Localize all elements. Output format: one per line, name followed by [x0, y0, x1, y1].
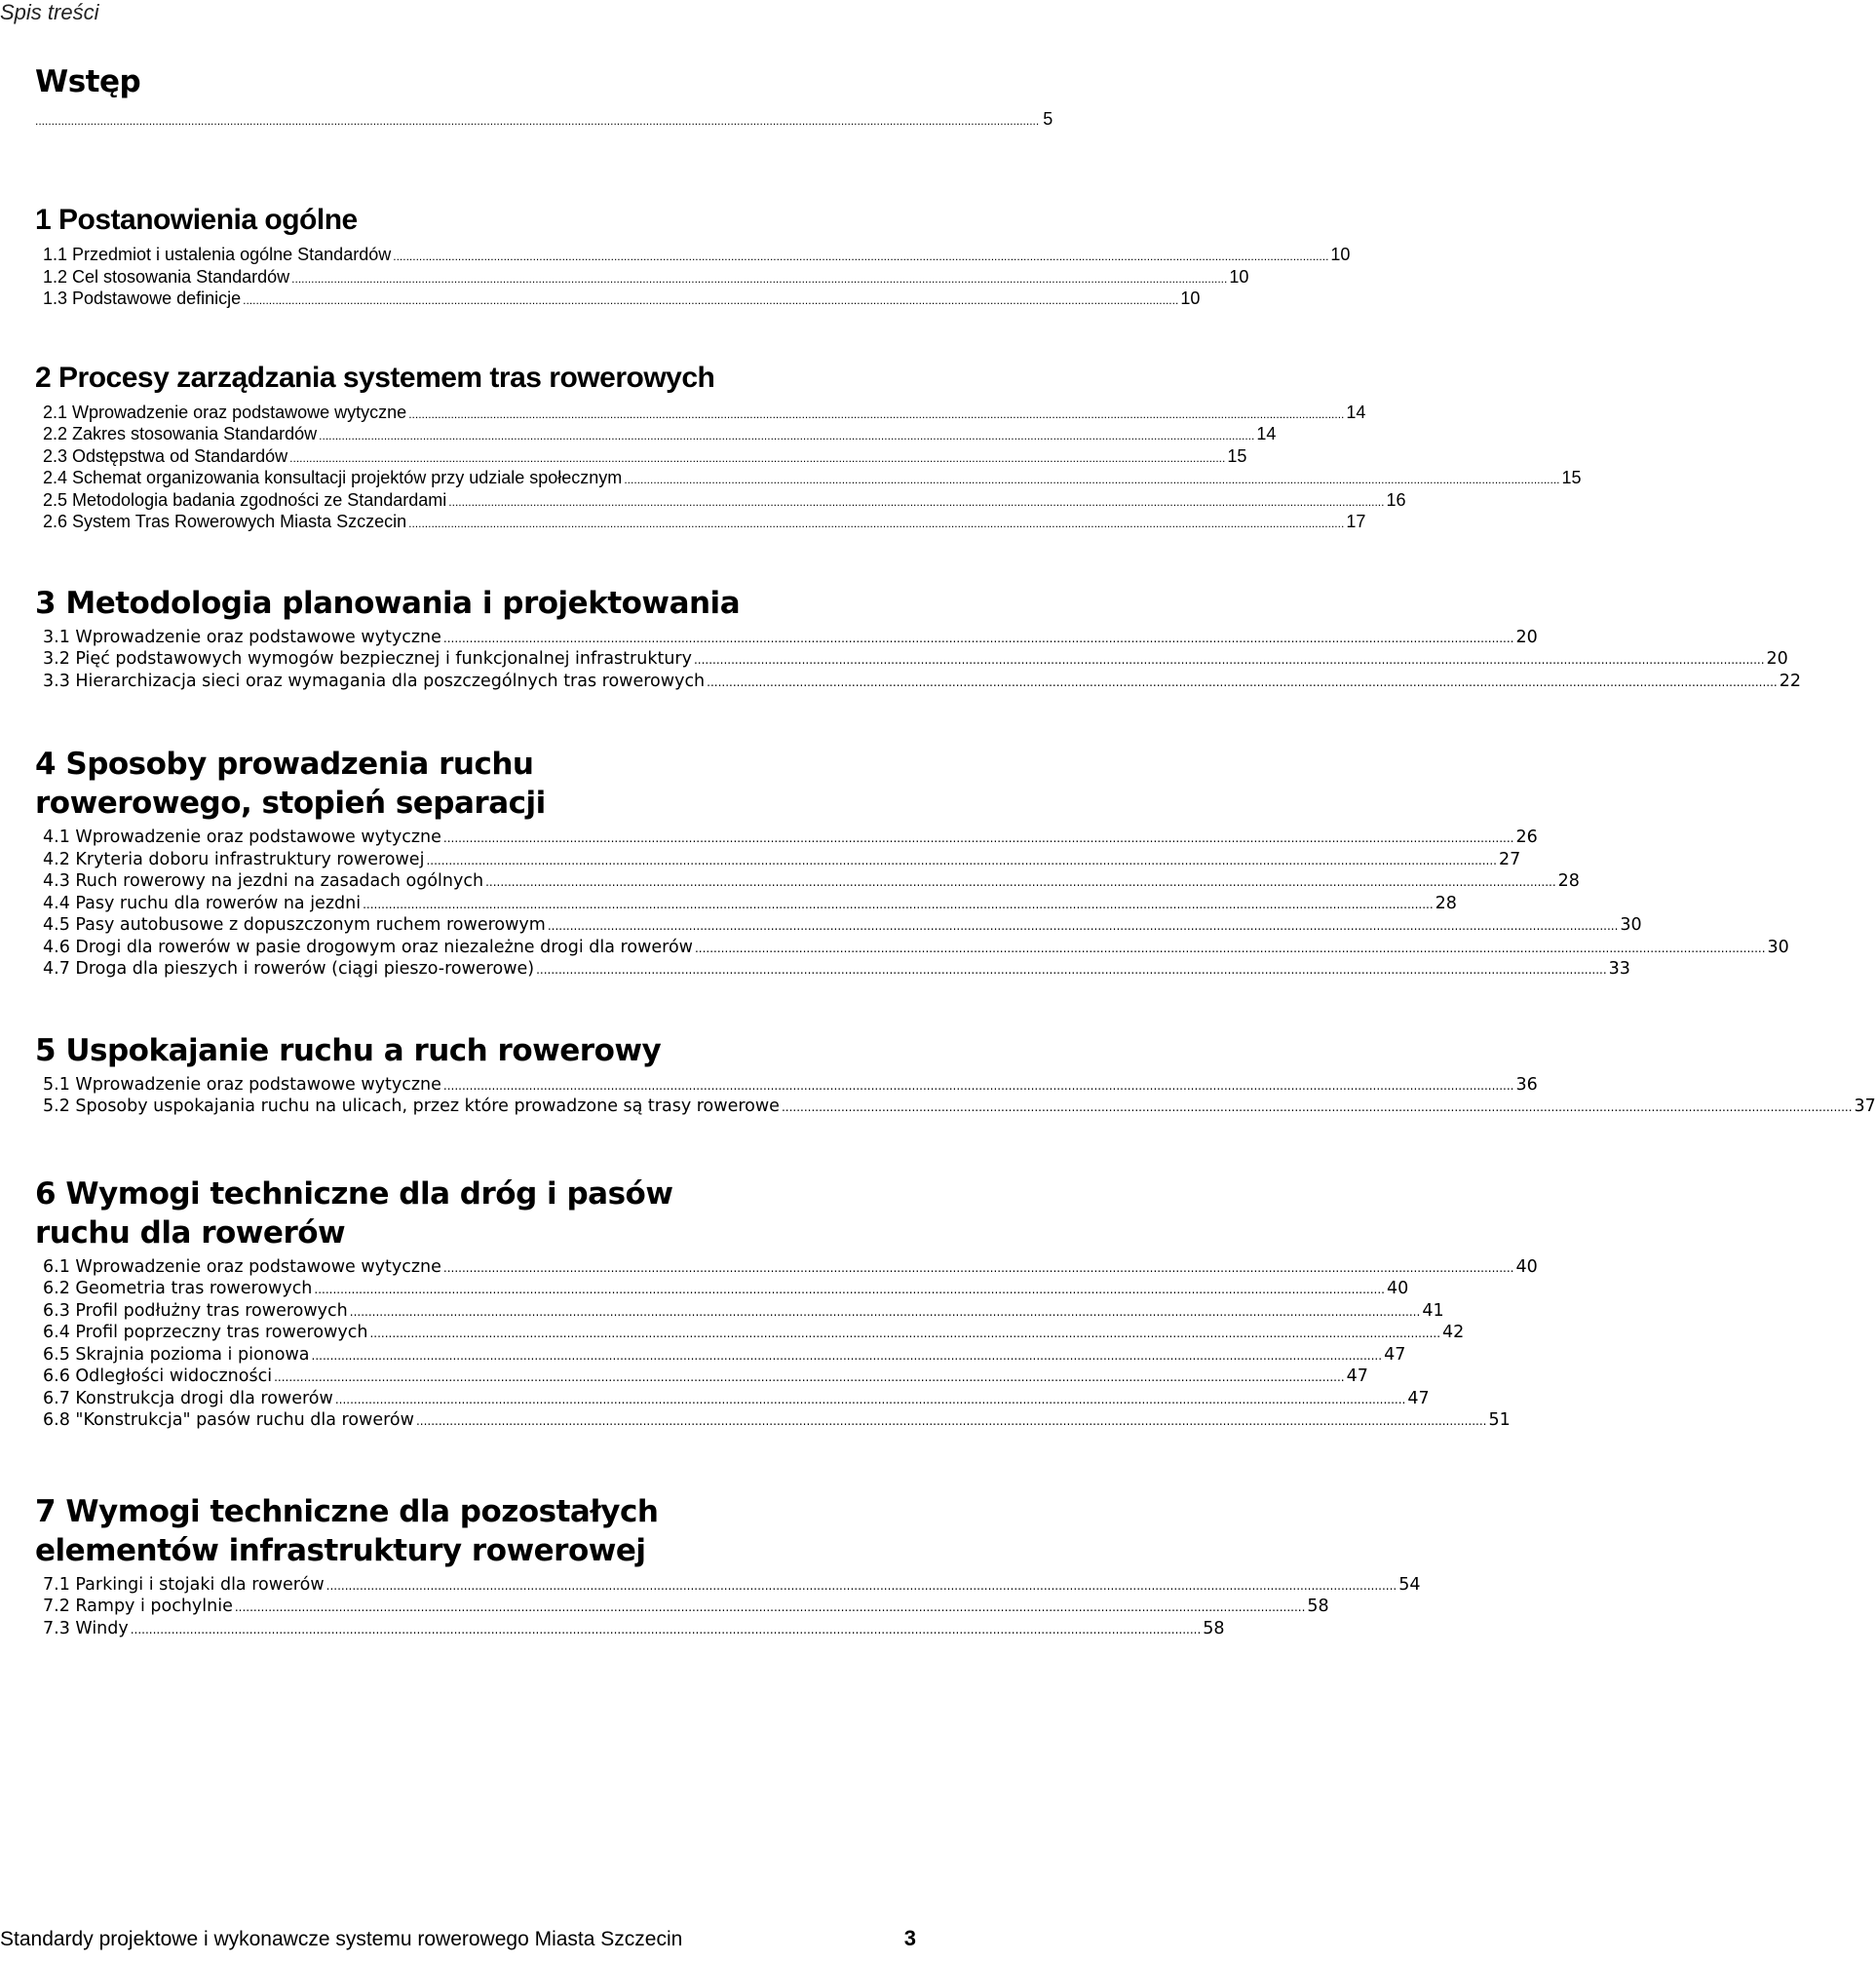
- toc-entry[interactable]: [43, 671, 1801, 693]
- section-title: 2 Procesy zarządzania systemem tras rowerowych: [35, 361, 715, 394]
- toc-entry[interactable]: [43, 937, 1789, 959]
- entry-page: 20: [1766, 649, 1788, 669]
- wstep-page: 5: [1043, 109, 1053, 129]
- entry-page: 54: [1398, 1574, 1421, 1595]
- entry-label: 2.2 Zakres stosowania Standardów: [43, 424, 318, 443]
- toc-entry[interactable]: [43, 1388, 1430, 1410]
- toc-entry[interactable]: [43, 489, 1406, 512]
- toc-entry[interactable]: [43, 827, 1538, 849]
- dot-leader: [312, 1345, 1383, 1367]
- entry-page: 47: [1346, 1366, 1368, 1386]
- entry-page: 22: [1779, 671, 1801, 691]
- dot-leader: [335, 1389, 1406, 1411]
- entry-page: 58: [1307, 1597, 1329, 1616]
- entry-page: 28: [1557, 871, 1580, 891]
- toc-label: Spis treści: [0, 0, 99, 24]
- entry-label: 2.4 Schemat organizowania konsultacji projektów przy udziale społecznym: [43, 468, 623, 487]
- toc-section: [35, 1174, 1538, 1432]
- dot-leader: [291, 268, 1227, 290]
- dot-leader: [443, 1257, 1514, 1280]
- dot-leader: [243, 289, 1178, 312]
- entry-page: 40: [1515, 1256, 1538, 1277]
- entry-label: 6.3 Profil podłużny tras rowerowych: [43, 1300, 348, 1321]
- entry-page: 15: [1561, 468, 1582, 487]
- dot-leader: [443, 828, 1514, 850]
- dot-leader: [363, 894, 1434, 916]
- dot-leader: [694, 649, 1765, 672]
- dot-leader: [408, 404, 1344, 426]
- page-footer: [0, 1926, 916, 1951]
- toc-entry[interactable]: [43, 1409, 1511, 1432]
- wstep-section: [35, 62, 1053, 150]
- toc-entry[interactable]: [43, 958, 1630, 981]
- entry-page: 33: [1608, 959, 1630, 979]
- entry-page: 47: [1384, 1344, 1406, 1365]
- entry-page: 27: [1499, 849, 1521, 869]
- toc-section: [35, 1031, 1876, 1118]
- toc-sections: [35, 201, 1876, 1639]
- entry-label: 7.2 Rampy i pochylnie: [43, 1597, 233, 1616]
- entry-label: 2.6 System Tras Rowerowych Miasta Szczecin: [43, 512, 407, 531]
- entry-page: 47: [1407, 1388, 1430, 1408]
- toc-entry[interactable]: [43, 1344, 1406, 1366]
- entry-page: 26: [1515, 828, 1538, 847]
- toc-entry[interactable]: [43, 288, 1201, 310]
- entry-page: 41: [1422, 1300, 1444, 1321]
- dot-leader: [536, 959, 1607, 982]
- entry-page: 40: [1386, 1279, 1409, 1298]
- dot-leader: [443, 628, 1514, 650]
- wstep-title: Wstęp: [35, 64, 141, 99]
- section-title: 1 Postanowienia ogólne: [35, 204, 358, 236]
- entry-page: 14: [1256, 424, 1277, 443]
- entry-page: 51: [1488, 1410, 1511, 1430]
- dot-leader: [624, 469, 1559, 491]
- dot-leader: [548, 915, 1619, 938]
- toc-entry[interactable]: [43, 1096, 1876, 1118]
- entry-page: 10: [1330, 245, 1351, 264]
- toc-entry[interactable]: [43, 1366, 1368, 1388]
- entry-page: 17: [1346, 512, 1366, 531]
- entry-label: 2.1 Wprowadzenie oraz podstawowe wytyczne: [43, 402, 407, 422]
- entry-page: 10: [1180, 289, 1201, 308]
- toc-entry[interactable]: [43, 1256, 1538, 1279]
- toc-entry[interactable]: [43, 402, 1366, 424]
- dot-leader: [448, 491, 1384, 514]
- dot-leader: .....................................................................................................................................................................................................................................................................................................................: [35, 114, 1040, 128]
- toc-entry[interactable]: [43, 870, 1580, 893]
- toc-entry[interactable]: [43, 467, 1582, 489]
- section-entries: [43, 1256, 1538, 1432]
- entry-label: 4.5 Pasy autobusowe z dopuszczonym ruchem rowerowym: [43, 915, 546, 935]
- entry-page: 30: [1767, 937, 1789, 957]
- toc-entry[interactable]: [43, 423, 1277, 445]
- toc-entry[interactable]: [43, 893, 1457, 915]
- dot-leader: [235, 1597, 1306, 1619]
- entry-page: 58: [1203, 1618, 1225, 1638]
- table-of-contents: [35, 58, 1876, 1639]
- dot-leader: [350, 1301, 1421, 1324]
- dot-leader: [416, 1410, 1487, 1433]
- dot-leader: [274, 1366, 1345, 1389]
- toc-entry[interactable]: [43, 1618, 1225, 1640]
- toc-section: [35, 201, 1351, 310]
- entry-page: 20: [1515, 627, 1538, 647]
- page-number: 3: [903, 1926, 916, 1950]
- toc-entry[interactable]: [43, 648, 1788, 671]
- dot-leader: [314, 1279, 1385, 1301]
- section-title: 6 Wymogi techniczne dla dróg i pasów ruchu dla rowerów: [35, 1175, 673, 1251]
- entry-label: 1.1 Przedmiot i ustalenia ogólne Standardów: [43, 245, 392, 264]
- dot-leader: [289, 447, 1225, 470]
- toc-section: [35, 745, 1789, 981]
- entry-label: 1.3 Podstawowe definicje: [43, 289, 242, 308]
- entry-label: 3.2 Pięć podstawowych wymogów bezpiecznej i funkcjonalnej infrastruktury: [43, 649, 692, 669]
- entry-label: 2.3 Odstępstwa od Standardów: [43, 445, 288, 466]
- toc-entry[interactable]: [43, 1278, 1409, 1300]
- toc-entry[interactable]: [43, 1300, 1444, 1323]
- toc-entry[interactable]: [43, 445, 1247, 468]
- entry-label: 4.3 Ruch rowerowy na jezdni na zasadach ogólnych: [43, 871, 484, 891]
- dot-leader: [393, 246, 1328, 268]
- entry-page: 42: [1442, 1323, 1465, 1342]
- entry-label: 5.2 Sposoby uspokajania ruchu na ulicach, przez które prowadzone są trasy rowerowe: [43, 1097, 780, 1116]
- toc-entry[interactable]: [43, 511, 1366, 533]
- toc-entry[interactable]: [43, 1074, 1538, 1097]
- entry-label: 6.6 Odległości widoczności: [43, 1366, 273, 1386]
- toc-entry[interactable]: [43, 627, 1538, 649]
- toc-section: [35, 1492, 1421, 1640]
- entry-label: 4.2 Kryteria doboru infrastruktury rowerowej: [43, 849, 425, 869]
- dot-leader: [695, 938, 1766, 960]
- entry-label: 3.1 Wprowadzenie oraz podstawowe wytyczne: [43, 627, 441, 647]
- section-title: 4 Sposoby prowadzenia ruchu rowerowego, stopień separacji: [35, 747, 546, 821]
- entry-label: 7.3 Windy: [43, 1618, 129, 1638]
- section-title: 3 Metodologia planowania i projektowania: [35, 585, 741, 621]
- footer-title: Standardy projektowe i wykonawcze systemu rowerowego Miasta Szczecin: [0, 1928, 683, 1950]
- entry-page: 10: [1229, 266, 1249, 287]
- entry-label: 6.7 Konstrukcja drogi dla rowerów: [43, 1388, 333, 1408]
- section-title: 7 Wymogi techniczne dla pozostałych elementów infrastruktury rowerowej: [35, 1493, 659, 1568]
- section-entries: [43, 1574, 1421, 1640]
- dot-leader: [782, 1097, 1853, 1119]
- dot-leader: [426, 850, 1497, 872]
- entry-label: 4.1 Wprowadzenie oraz podstawowe wytyczne: [43, 828, 441, 847]
- entry-page: 16: [1386, 489, 1406, 510]
- dot-leader: [131, 1619, 1202, 1641]
- dot-leader: [326, 1575, 1397, 1597]
- toc-entry[interactable]: [43, 1574, 1421, 1597]
- entry-label: 3.3 Hierarchizacja sieci oraz wymagania dla poszczególnych tras rowerowych: [43, 671, 706, 691]
- entry-page: 28: [1435, 893, 1457, 913]
- section-entries: [43, 1074, 1876, 1118]
- dot-leader: [443, 1075, 1514, 1097]
- section-title: 5 Uspokajanie ruchu a ruch rowerowy: [35, 1032, 662, 1068]
- entry-label: 6.2 Geometria tras rowerowych: [43, 1279, 313, 1298]
- entry-label: 5.1 Wprowadzenie oraz podstawowe wytyczne: [43, 1074, 441, 1095]
- entry-label: 6.8 "Konstrukcja" pasów ruchu dla rowerów: [43, 1410, 414, 1430]
- dot-leader: [408, 513, 1344, 535]
- toc-entry[interactable]: [43, 1596, 1329, 1618]
- dot-leader: [369, 1323, 1440, 1345]
- toc-section: [35, 359, 1582, 533]
- toc-entry[interactable]: [43, 244, 1351, 266]
- dot-leader: [707, 672, 1778, 694]
- entry-page: 36: [1515, 1074, 1538, 1095]
- section-entries: [43, 402, 1582, 533]
- entry-label: 4.4 Pasy ruchu dla rowerów na jezdni: [43, 893, 362, 913]
- toc-entry[interactable]: [43, 849, 1521, 871]
- entry-label: 2.5 Metodologia badania zgodności ze Standardami: [43, 489, 447, 510]
- toc-entry[interactable]: [43, 266, 1249, 289]
- entry-label: 4.6 Drogi dla rowerów w pasie drogowym oraz niezależne drogi dla rowerów: [43, 937, 693, 957]
- entry-label: 6.5 Skrajnia pozioma i pionowa: [43, 1344, 310, 1365]
- entry-label: 7.1 Parkingi i stojaki dla rowerów: [43, 1574, 325, 1595]
- entry-page: 15: [1227, 445, 1247, 466]
- entry-label: 6.1 Wprowadzenie oraz podstawowe wytyczne: [43, 1256, 441, 1277]
- entry-page: 30: [1620, 915, 1642, 935]
- wstep-entry[interactable]: [35, 107, 1053, 133]
- entry-label: 1.2 Cel stosowania Standardów: [43, 266, 290, 287]
- section-entries: [43, 244, 1351, 310]
- entry-page: 37: [1854, 1097, 1876, 1116]
- toc-section: [35, 584, 1801, 693]
- toc-entry[interactable]: [43, 914, 1642, 937]
- dot-leader: [485, 871, 1556, 894]
- entry-label: 6.4 Profil poprzeczny tras rowerowych: [43, 1323, 368, 1342]
- toc-entry[interactable]: [43, 1322, 1465, 1344]
- entry-page: 14: [1346, 402, 1366, 422]
- dot-leader: [319, 425, 1254, 447]
- section-entries: [43, 827, 1789, 981]
- entry-label: 4.7 Droga dla pieszych i rowerów (ciągi pieszo-rowerowe): [43, 959, 535, 979]
- section-entries: [43, 627, 1801, 693]
